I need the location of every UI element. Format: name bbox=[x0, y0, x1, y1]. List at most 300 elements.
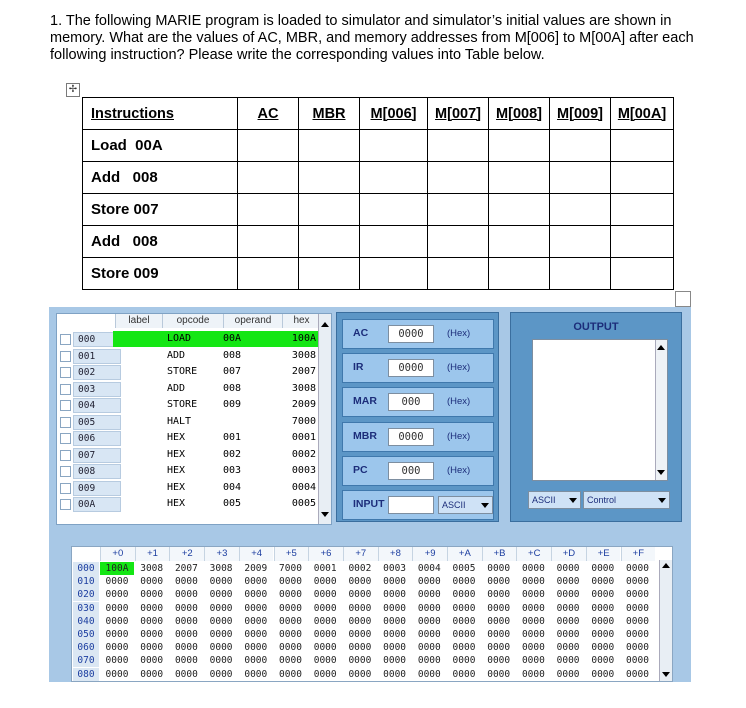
answer-input-cell[interactable] bbox=[550, 226, 611, 258]
memory-cell[interactable]: 0002 bbox=[348, 563, 372, 574]
memory-cell[interactable]: 0000 bbox=[417, 602, 441, 614]
output-panel bbox=[510, 312, 682, 522]
memory-cell[interactable]: 0000 bbox=[487, 602, 511, 614]
memory-col-header: +0 bbox=[100, 547, 135, 561]
memory-cell[interactable]: 0000 bbox=[105, 589, 129, 601]
instruction-cell: Add 008 bbox=[83, 226, 238, 258]
memory-cell[interactable]: 0004 bbox=[417, 563, 441, 574]
memory-cell[interactable]: 0000 bbox=[105, 602, 129, 614]
memory-cell[interactable]: 0000 bbox=[383, 655, 407, 667]
prog-header-label: label bbox=[115, 314, 162, 328]
memory-cell[interactable]: 0000 bbox=[556, 629, 580, 640]
program-scrollbar[interactable] bbox=[318, 314, 331, 524]
memory-col-header: +C bbox=[516, 547, 551, 561]
memory-cell[interactable]: 0000 bbox=[174, 589, 198, 601]
memory-cell[interactable]: 0000 bbox=[452, 629, 476, 640]
output-area bbox=[532, 339, 668, 481]
memory-cell[interactable]: 0000 bbox=[487, 629, 511, 640]
memory-cell[interactable]: 0000 bbox=[556, 602, 580, 614]
memory-row-address: 010 bbox=[73, 575, 99, 588]
memory-cell[interactable]: 0000 bbox=[313, 655, 337, 667]
memory-cell[interactable]: 0000 bbox=[313, 642, 337, 654]
memory-cell[interactable]: 0000 bbox=[209, 576, 233, 588]
memory-cell[interactable]: 0000 bbox=[521, 629, 545, 640]
answer-input-cell[interactable] bbox=[238, 258, 299, 290]
memory-cell[interactable]: 0000 bbox=[452, 668, 476, 680]
memory-cell[interactable]: 0000 bbox=[209, 655, 233, 667]
memory-cell[interactable]: 0000 bbox=[140, 642, 164, 654]
memory-cell[interactable]: 0000 bbox=[591, 589, 615, 601]
memory-col-header: +E bbox=[586, 547, 621, 561]
program-row-opcode: ADD bbox=[167, 382, 186, 394]
program-row-address: 002 bbox=[73, 365, 121, 380]
answer-input-cell[interactable] bbox=[428, 130, 489, 162]
output-mode-select[interactable] bbox=[528, 491, 581, 509]
memory-cell[interactable]: 0000 bbox=[174, 668, 198, 680]
memory-cell[interactable]: 0000 bbox=[313, 602, 337, 614]
register-pc bbox=[342, 456, 494, 486]
answer-input-cell[interactable] bbox=[238, 194, 299, 226]
memory-cell[interactable]: 0000 bbox=[313, 615, 337, 627]
memory-cell[interactable]: 0000 bbox=[279, 615, 302, 627]
memory-cell[interactable]: 0000 bbox=[209, 629, 233, 640]
memory-cell[interactable]: 0000 bbox=[348, 655, 372, 667]
memory-cell[interactable]: 0000 bbox=[591, 602, 615, 614]
input-mode-value: ASCII bbox=[442, 500, 466, 510]
answer-input-cell[interactable] bbox=[489, 258, 550, 290]
memory-col-header: +A bbox=[447, 547, 482, 561]
program-row[interactable] bbox=[57, 414, 331, 431]
memory-cell[interactable]: 0000 bbox=[556, 668, 580, 680]
program-row-address: 004 bbox=[73, 398, 121, 413]
memory-cell[interactable]: 0000 bbox=[521, 563, 545, 574]
memory-cell[interactable]: 0000 bbox=[140, 629, 164, 640]
breakpoint-checkbox[interactable] bbox=[60, 334, 71, 345]
memory-cell[interactable]: 0005 bbox=[452, 563, 476, 574]
program-row-hex: 2007 bbox=[291, 366, 316, 377]
output-mode-value: ASCII bbox=[532, 495, 556, 505]
register-mar bbox=[342, 387, 494, 417]
memory-cell[interactable]: 0000 bbox=[209, 589, 233, 601]
memory-cell[interactable]: 0000 bbox=[348, 668, 372, 680]
answer-input-cell[interactable] bbox=[611, 194, 674, 226]
program-row-opcode: HEX bbox=[167, 448, 186, 460]
memory-cell[interactable]: 0000 bbox=[209, 642, 233, 654]
memory-cell[interactable]: 0000 bbox=[348, 576, 372, 588]
memory-cell[interactable]: 0000 bbox=[174, 576, 198, 588]
memory-cell[interactable]: 0000 bbox=[591, 576, 615, 588]
memory-cell[interactable]: 0000 bbox=[279, 668, 302, 680]
answer-input-cell[interactable] bbox=[238, 130, 299, 162]
answer-row bbox=[83, 194, 674, 226]
memory-cell[interactable]: 0000 bbox=[140, 576, 164, 588]
memory-cell[interactable]: 0000 bbox=[244, 668, 268, 680]
answer-input-cell[interactable] bbox=[489, 162, 550, 194]
answer-input-cell[interactable] bbox=[611, 162, 674, 194]
memory-cell[interactable]: 0001 bbox=[313, 563, 337, 574]
memory-cell[interactable]: 0000 bbox=[279, 589, 302, 601]
memory-cell[interactable]: 0000 bbox=[521, 576, 545, 588]
output-scrollbar[interactable] bbox=[655, 340, 667, 480]
answer-input-cell[interactable] bbox=[550, 130, 611, 162]
memory-cell[interactable]: 0000 bbox=[487, 642, 511, 654]
memory-cell[interactable]: 0000 bbox=[140, 589, 164, 601]
memory-cell[interactable]: 0000 bbox=[174, 602, 198, 614]
memory-scroll-down-icon[interactable] bbox=[662, 672, 670, 677]
program-row-hex: 0003 bbox=[291, 465, 316, 476]
memory-cell[interactable]: 0000 bbox=[383, 668, 407, 680]
memory-cell[interactable]: 0000 bbox=[313, 629, 337, 640]
answer-input-cell[interactable] bbox=[428, 162, 489, 194]
program-row-opcode: ADD bbox=[167, 349, 186, 361]
prog-header-operand: operand bbox=[223, 314, 282, 328]
memory-cell[interactable]: 0000 bbox=[313, 576, 337, 588]
breakpoint-checkbox[interactable] bbox=[60, 384, 71, 395]
memory-cell[interactable]: 100A bbox=[100, 562, 134, 575]
program-row[interactable] bbox=[57, 364, 331, 381]
breakpoint-checkbox[interactable] bbox=[60, 367, 71, 378]
memory-col-header: +B bbox=[482, 547, 517, 561]
answer-input-cell[interactable] bbox=[489, 194, 550, 226]
breakpoint-checkbox[interactable] bbox=[60, 400, 71, 411]
memory-cell[interactable]: 0000 bbox=[452, 602, 476, 614]
memory-cell[interactable]: 0000 bbox=[487, 563, 511, 574]
answer-input-cell[interactable] bbox=[428, 226, 489, 258]
memory-cell[interactable]: 0000 bbox=[105, 668, 129, 680]
memory-cell[interactable]: 0000 bbox=[591, 629, 615, 640]
memory-cell[interactable]: 0000 bbox=[521, 615, 545, 627]
memory-cell[interactable]: 0000 bbox=[244, 655, 268, 667]
header-m007: M[007] bbox=[428, 98, 489, 130]
register-ac bbox=[342, 319, 494, 349]
program-row-address: 009 bbox=[73, 481, 121, 496]
answer-input-cell[interactable] bbox=[238, 226, 299, 258]
program-row-address: 007 bbox=[73, 448, 121, 463]
memory-cell[interactable]: 0000 bbox=[417, 655, 441, 667]
memory-cell[interactable]: 0000 bbox=[209, 602, 233, 614]
memory-cell[interactable]: 0000 bbox=[521, 668, 545, 680]
answer-row bbox=[83, 258, 674, 290]
memory-cell[interactable]: 0000 bbox=[140, 602, 164, 614]
memory-cell[interactable]: 0000 bbox=[452, 655, 476, 667]
memory-cell[interactable]: 0000 bbox=[279, 629, 302, 640]
memory-cell[interactable]: 0000 bbox=[105, 576, 129, 588]
answer-input-cell[interactable] bbox=[299, 226, 360, 258]
memory-cell[interactable]: 0000 bbox=[279, 655, 302, 667]
program-row[interactable] bbox=[57, 463, 331, 480]
memory-col-header: +7 bbox=[343, 547, 378, 561]
memory-cell[interactable]: 0000 bbox=[417, 668, 441, 680]
memory-cell[interactable]: 0000 bbox=[348, 602, 372, 614]
memory-cell[interactable]: 0000 bbox=[105, 655, 129, 667]
program-row-opcode: HEX bbox=[167, 432, 186, 443]
memory-cell[interactable]: 0000 bbox=[452, 615, 476, 627]
program-row[interactable] bbox=[57, 348, 331, 365]
memory-cell[interactable]: 0000 bbox=[591, 642, 615, 654]
memory-cell[interactable]: 7000 bbox=[279, 563, 302, 574]
registers-panel bbox=[336, 312, 499, 522]
memory-row-address: 040 bbox=[73, 615, 99, 628]
program-row[interactable] bbox=[57, 480, 331, 497]
input-label: INPUT bbox=[353, 498, 385, 510]
answer-input-cell[interactable] bbox=[489, 226, 550, 258]
answer-input-cell[interactable] bbox=[360, 226, 428, 258]
memory-cell[interactable]: 0000 bbox=[591, 615, 615, 627]
prog-header-opcode: opcode bbox=[162, 314, 223, 328]
memory-cell[interactable]: 2009 bbox=[244, 563, 268, 574]
breakpoint-checkbox[interactable] bbox=[60, 351, 71, 362]
answer-input-cell[interactable] bbox=[360, 130, 428, 162]
memory-cell[interactable]: 0000 bbox=[417, 576, 441, 588]
memory-cell[interactable]: 0000 bbox=[556, 576, 580, 588]
memory-cell[interactable]: 0000 bbox=[244, 576, 268, 588]
answer-input-cell[interactable] bbox=[299, 194, 360, 226]
breakpoint-checkbox[interactable] bbox=[60, 499, 71, 510]
memory-cell[interactable]: 0000 bbox=[626, 576, 649, 588]
header-m00a: M[00A] bbox=[611, 98, 674, 130]
memory-row bbox=[72, 562, 662, 575]
memory-cell[interactable]: 0000 bbox=[626, 629, 649, 640]
memory-cell[interactable]: 0003 bbox=[383, 563, 407, 574]
memory-cell[interactable]: 0000 bbox=[174, 629, 198, 640]
program-row-opcode: LOAD bbox=[167, 333, 192, 344]
scroll-down-icon[interactable] bbox=[321, 512, 329, 517]
memory-cell[interactable]: 0000 bbox=[591, 563, 615, 574]
memory-cell[interactable]: 0000 bbox=[383, 629, 407, 640]
memory-cell[interactable]: 0000 bbox=[209, 668, 233, 680]
program-row-operand: 007 bbox=[223, 366, 242, 377]
input-field[interactable] bbox=[388, 496, 434, 514]
input-mode-select[interactable] bbox=[438, 496, 493, 514]
memory-cell[interactable]: 0000 bbox=[556, 563, 580, 574]
program-row-opcode: STORE bbox=[167, 399, 198, 410]
program-row-address: 008 bbox=[73, 464, 121, 479]
memory-cell[interactable]: 0000 bbox=[521, 642, 545, 654]
memory-row bbox=[72, 588, 662, 601]
memory-cell[interactable]: 0000 bbox=[452, 642, 476, 654]
answer-input-cell[interactable] bbox=[360, 258, 428, 290]
register-unit: (Hex) bbox=[447, 430, 471, 442]
memory-cell[interactable]: 0000 bbox=[487, 576, 511, 588]
memory-cell[interactable]: 0000 bbox=[174, 615, 198, 627]
memory-cell[interactable]: 0000 bbox=[417, 629, 441, 640]
program-row[interactable] bbox=[57, 331, 331, 348]
program-row[interactable] bbox=[57, 430, 331, 447]
memory-cell[interactable]: 0000 bbox=[556, 615, 580, 627]
memory-row bbox=[72, 575, 662, 588]
header-instructions: Instructions bbox=[83, 98, 238, 130]
memory-cell[interactable]: 0000 bbox=[383, 589, 407, 601]
memory-cell[interactable]: 0000 bbox=[279, 576, 302, 588]
memory-cell[interactable]: 0000 bbox=[279, 602, 302, 614]
memory-cell[interactable]: 0000 bbox=[348, 615, 372, 627]
memory-cell[interactable]: 0000 bbox=[348, 589, 372, 601]
memory-cell[interactable]: 0000 bbox=[626, 668, 649, 680]
memory-cell[interactable]: 0000 bbox=[556, 642, 580, 654]
program-row-hex: 3008 bbox=[291, 349, 316, 361]
output-control-value: Control bbox=[587, 495, 617, 505]
program-row-operand: 001 bbox=[223, 432, 242, 443]
memory-cell[interactable]: 0000 bbox=[626, 615, 649, 627]
program-row-operand: 003 bbox=[223, 465, 242, 476]
program-row-hex: 100A bbox=[291, 333, 316, 344]
memory-cell[interactable]: 0000 bbox=[487, 668, 511, 680]
answer-row bbox=[83, 226, 674, 258]
memory-cell[interactable]: 0000 bbox=[313, 668, 337, 680]
memory-cell[interactable]: 0000 bbox=[313, 589, 337, 601]
scroll-up-icon[interactable] bbox=[321, 322, 329, 327]
register-unit: (Hex) bbox=[447, 464, 471, 476]
program-row-hex: 0002 bbox=[291, 448, 316, 460]
register-name: MBR bbox=[353, 429, 377, 442]
memory-cell[interactable]: 3008 bbox=[140, 563, 164, 574]
memory-cell[interactable]: 0000 bbox=[626, 602, 649, 614]
memory-cell[interactable]: 0000 bbox=[487, 615, 511, 627]
breakpoint-checkbox[interactable] bbox=[60, 466, 71, 477]
memory-cell[interactable]: 0000 bbox=[174, 642, 198, 654]
memory-row-address: 020 bbox=[73, 588, 99, 601]
answer-input-cell[interactable] bbox=[550, 162, 611, 194]
register-value: 000 bbox=[388, 393, 434, 411]
memory-cell[interactable]: 0000 bbox=[556, 655, 580, 667]
program-row-operand: 005 bbox=[223, 498, 242, 509]
memory-row bbox=[72, 602, 662, 615]
memory-cell[interactable]: 0000 bbox=[417, 589, 441, 601]
memory-cell[interactable]: 0000 bbox=[140, 615, 164, 627]
program-row-address: 00A bbox=[73, 497, 121, 512]
program-row[interactable] bbox=[57, 447, 331, 464]
output-scroll-up-icon[interactable] bbox=[657, 345, 665, 350]
answer-input-cell[interactable] bbox=[611, 130, 674, 162]
answer-row bbox=[83, 130, 674, 162]
memory-col-header: +3 bbox=[204, 547, 239, 561]
memory-cell[interactable]: 0000 bbox=[348, 629, 372, 640]
question-text: 1. The following MARIE program is loaded to simulator and simulator’s initial values are shown in memory. What are the values of AC, MBR, and memory addresses from M[006] to M[00A] after each following instruction? Please write the corresponding values into Table below. bbox=[50, 13, 694, 63]
marie-simulator bbox=[49, 307, 691, 682]
input-register bbox=[342, 490, 494, 520]
memory-cell[interactable]: 2007 bbox=[174, 563, 198, 574]
memory-cell[interactable]: 0000 bbox=[244, 642, 268, 654]
register-value: 0000 bbox=[388, 359, 434, 377]
chevron-down-icon bbox=[481, 503, 489, 508]
memory-cell[interactable]: 0000 bbox=[140, 668, 164, 680]
breakpoint-checkbox[interactable] bbox=[60, 450, 71, 461]
memory-cell[interactable]: 0000 bbox=[452, 589, 476, 601]
memory-cell[interactable]: 0000 bbox=[521, 589, 545, 601]
memory-cell[interactable]: 0000 bbox=[279, 642, 302, 654]
memory-cell[interactable]: 0000 bbox=[244, 629, 268, 640]
program-row-operand: 002 bbox=[223, 448, 242, 460]
memory-cell[interactable]: 0000 bbox=[591, 668, 615, 680]
memory-cell[interactable]: 0000 bbox=[174, 655, 198, 667]
answer-table-header-row bbox=[83, 98, 674, 130]
memory-cell[interactable]: 0000 bbox=[383, 642, 407, 654]
program-row-hex: 7000 bbox=[291, 415, 316, 427]
program-row-hex: 0004 bbox=[291, 481, 316, 493]
instruction-cell: Load 00A bbox=[83, 130, 238, 162]
program-row[interactable] bbox=[57, 496, 331, 513]
register-value: 0000 bbox=[388, 325, 434, 343]
memory-cell[interactable]: 0000 bbox=[417, 615, 441, 627]
memory-cell[interactable]: 0000 bbox=[105, 615, 129, 627]
answer-input-cell[interactable] bbox=[299, 258, 360, 290]
memory-cell[interactable]: 0000 bbox=[556, 589, 580, 601]
memory-cell[interactable]: 0000 bbox=[244, 589, 268, 601]
memory-cell[interactable]: 3008 bbox=[209, 563, 233, 574]
memory-cell[interactable]: 0000 bbox=[383, 602, 407, 614]
program-row-opcode: STORE bbox=[167, 366, 198, 377]
memory-cell[interactable]: 0000 bbox=[244, 615, 268, 627]
answer-input-cell[interactable] bbox=[428, 258, 489, 290]
answer-input-cell[interactable] bbox=[550, 194, 611, 226]
memory-row-address: 060 bbox=[73, 641, 99, 654]
program-row-address: 003 bbox=[73, 382, 121, 397]
memory-col-header: +D bbox=[551, 547, 586, 561]
memory-cell[interactable]: 0000 bbox=[417, 642, 441, 654]
memory-cell[interactable]: 0000 bbox=[487, 655, 511, 667]
breakpoint-checkbox[interactable] bbox=[60, 433, 71, 444]
memory-cell[interactable]: 0000 bbox=[452, 576, 476, 588]
memory-cell[interactable]: 0000 bbox=[626, 563, 649, 574]
memory-cell[interactable]: 0000 bbox=[244, 602, 268, 614]
answer-input-cell[interactable] bbox=[428, 194, 489, 226]
answer-table bbox=[82, 97, 674, 290]
answer-input-cell[interactable] bbox=[611, 226, 674, 258]
memory-row-address: 080 bbox=[73, 668, 99, 681]
memory-cell[interactable]: 0000 bbox=[487, 589, 511, 601]
memory-col-header: +4 bbox=[239, 547, 274, 561]
answer-input-cell[interactable] bbox=[489, 130, 550, 162]
answer-input-cell[interactable] bbox=[360, 162, 428, 194]
table-resize-handle[interactable] bbox=[675, 291, 691, 307]
memory-cell[interactable]: 0000 bbox=[140, 655, 164, 667]
table-move-handle-icon[interactable]: ✢ bbox=[66, 83, 80, 97]
answer-input-cell[interactable] bbox=[611, 258, 674, 290]
answer-input-cell[interactable] bbox=[238, 162, 299, 194]
memory-cell[interactable]: 0000 bbox=[626, 655, 649, 667]
memory-scroll-up-icon[interactable] bbox=[662, 563, 670, 568]
memory-cell[interactable]: 0000 bbox=[626, 589, 649, 601]
memory-cell[interactable]: 0000 bbox=[521, 602, 545, 614]
memory-row bbox=[72, 668, 662, 681]
memory-cell[interactable]: 0000 bbox=[383, 615, 407, 627]
memory-cell[interactable]: 0000 bbox=[521, 655, 545, 667]
output-scroll-down-icon[interactable] bbox=[657, 470, 665, 475]
answer-input-cell[interactable] bbox=[299, 130, 360, 162]
register-name: AC bbox=[353, 327, 369, 339]
memory-cell[interactable]: 0000 bbox=[105, 629, 129, 640]
register-value: 000 bbox=[388, 462, 434, 480]
memory-cell[interactable]: 0000 bbox=[383, 576, 407, 588]
memory-cell[interactable]: 0000 bbox=[105, 642, 129, 654]
memory-cell[interactable]: 0000 bbox=[626, 642, 649, 654]
memory-cell[interactable]: 0000 bbox=[591, 655, 615, 667]
answer-input-cell[interactable] bbox=[360, 194, 428, 226]
memory-col-header: +8 bbox=[378, 547, 413, 561]
program-row-address: 001 bbox=[73, 349, 121, 364]
program-row[interactable] bbox=[57, 397, 331, 414]
answer-input-cell[interactable] bbox=[550, 258, 611, 290]
answer-input-cell[interactable] bbox=[299, 162, 360, 194]
program-row-hex: 0005 bbox=[291, 498, 316, 509]
memory-cell[interactable]: 0000 bbox=[348, 642, 372, 654]
program-row[interactable] bbox=[57, 381, 331, 398]
breakpoint-checkbox[interactable] bbox=[60, 483, 71, 494]
register-ir bbox=[342, 353, 494, 383]
output-control-select[interactable] bbox=[583, 491, 670, 509]
memory-cell[interactable]: 0000 bbox=[209, 615, 233, 627]
breakpoint-checkbox[interactable] bbox=[60, 417, 71, 428]
